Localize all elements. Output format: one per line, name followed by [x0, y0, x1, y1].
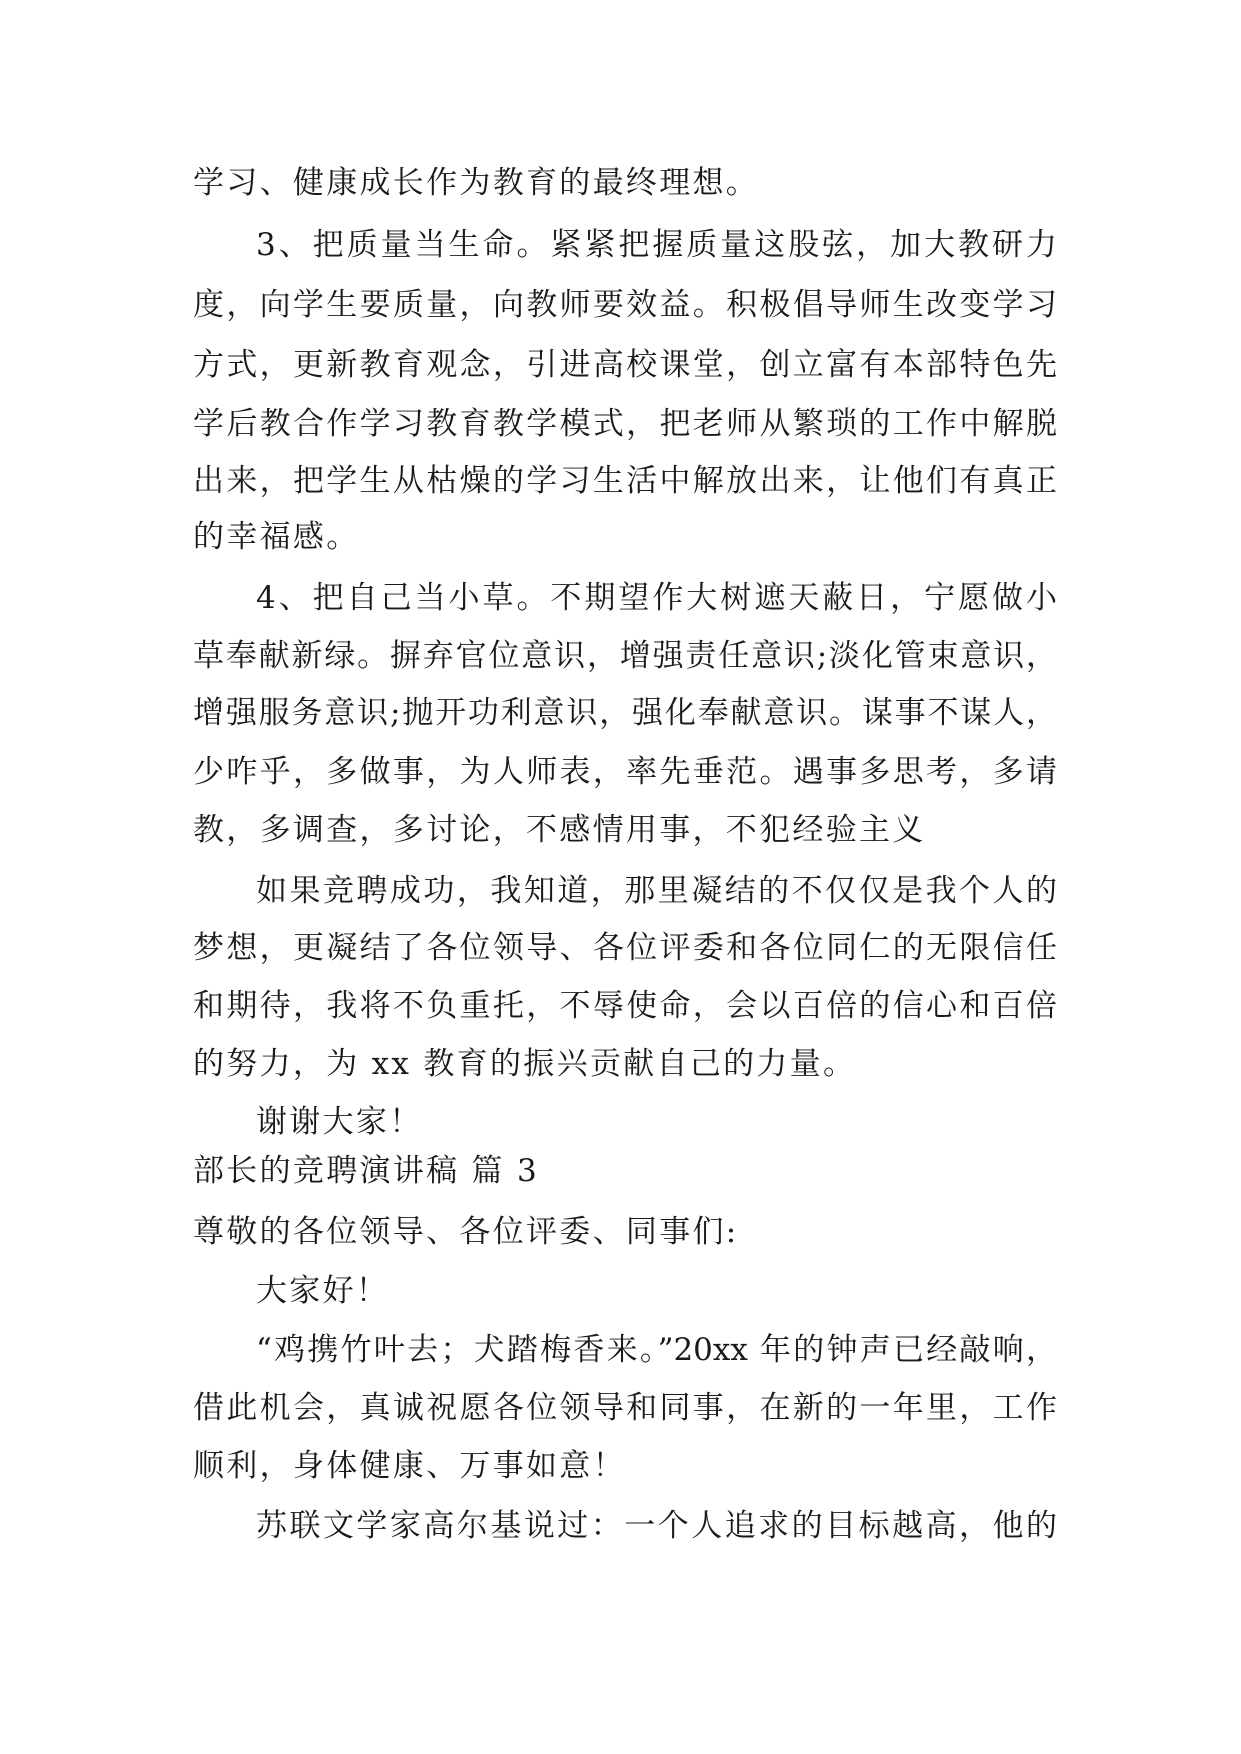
text-line: 顺利，身体健康、万事如意！ [193, 1448, 626, 1484]
text-line: 草奉献新绿。摒弃官位意识，增强责任意识;淡化管束意识， [193, 638, 1057, 674]
text-line: 少咋乎，多做事，为人师表，率先垂范。遇事多思考，多请 [193, 754, 1057, 790]
text-line: 教，多调查，多讨论，不感情用事，不犯经验主义 [193, 812, 926, 848]
text-line: 的幸福感。 [193, 519, 360, 555]
text-line: 如果竞聘成功，我知道，那里凝结的不仅仅是我个人的 [256, 873, 1057, 909]
section-title: 部长的竞聘演讲稿 篇 3 [193, 1153, 540, 1189]
text-line: “鸡携竹叶去；犬踏梅香来。”20xx 年的钟声已经敲响， [256, 1332, 1057, 1368]
text-line: 苏联文学家高尔基说过：一个人追求的目标越高，他的 [256, 1508, 1057, 1544]
text-line: 和期待，我将不负重托，不辱使命，会以百倍的信心和百倍 [193, 988, 1057, 1024]
salutation-line: 尊敬的各位领导、各位评委、同事们: [193, 1214, 739, 1250]
text-line: 梦想，更凝结了各位领导、各位评委和各位同仁的无限信任 [193, 930, 1057, 966]
text-line: 借此机会，真诚祝愿各位领导和同事，在新的一年里，工作 [193, 1390, 1057, 1426]
text-line: 出来，把学生从枯燥的学习生活中解放出来，让他们有真正 [193, 463, 1057, 499]
text-line: 大家好！ [256, 1273, 390, 1309]
text-line: 的努力，为 xx 教育的振兴贡献自己的力量。 [193, 1046, 857, 1082]
text-line: 方式，更新教育观念，引进高校课堂，创立富有本部特色先 [193, 347, 1057, 383]
text-line: 4、把自己当小草。不期望作大树遮天蔽日，宁愿做小 [256, 580, 1057, 616]
text-line: 学习、健康成长作为教育的最终理想。 [193, 165, 760, 201]
text-line: 学后教合作学习教育教学模式，把老师从繁琐的工作中解脱 [193, 406, 1057, 442]
text-line: 谢谢大家！ [256, 1104, 423, 1140]
text-line: 增强服务意识;抛开功利意识，强化奉献意识。谋事不谋人， [193, 695, 1057, 731]
text-line: 3、把质量当生命。紧紧把握质量这股弦，加大教研力 [256, 227, 1057, 263]
text-line: 度，向学生要质量，向教师要效益。积极倡导师生改变学习 [193, 287, 1057, 323]
